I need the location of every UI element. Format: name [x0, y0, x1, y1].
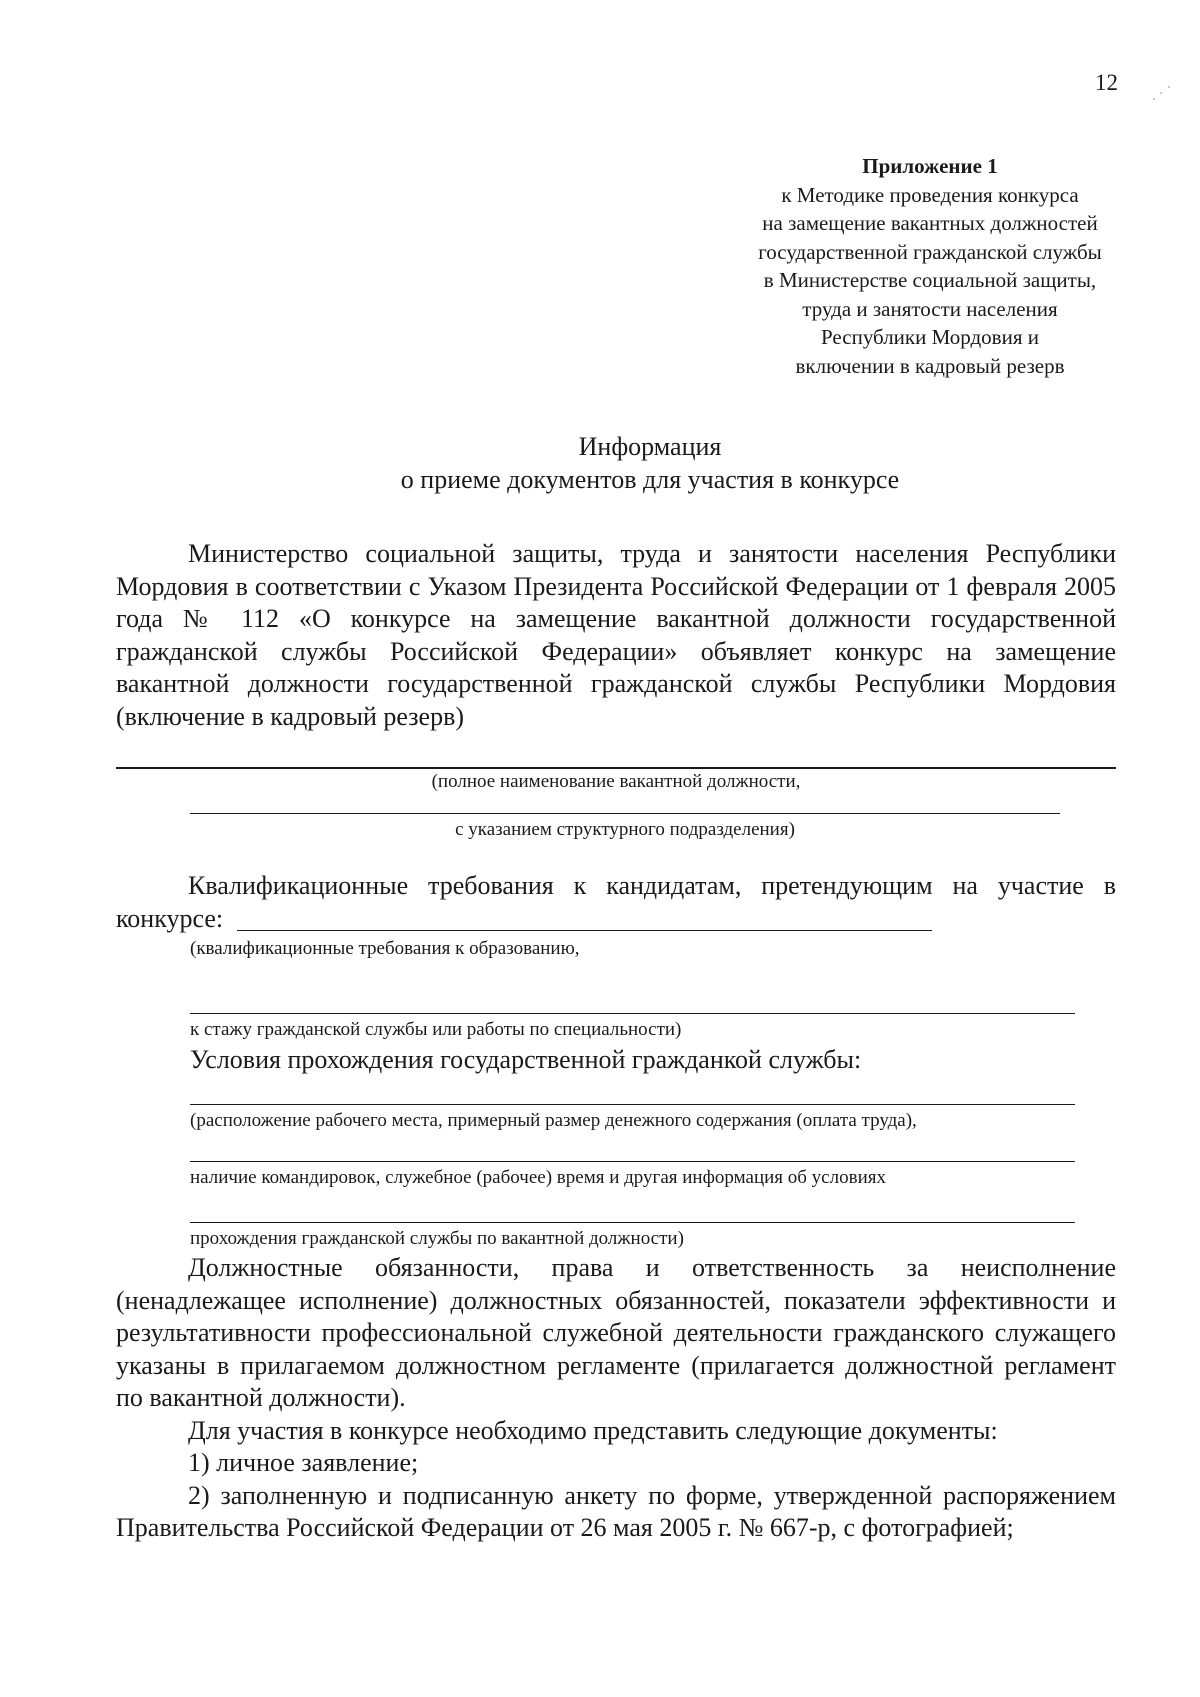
appendix-line: в Министерстве социальной защиты,	[763, 268, 1097, 292]
experience-blank	[190, 1013, 1075, 1014]
appendix-line: государственной гражданской службы	[758, 239, 1102, 264]
appendix-line: на замещение вакантных должностей	[762, 211, 1098, 235]
appendix-line: к Методике проведения конкурса	[781, 182, 1079, 207]
service-blank	[190, 1222, 1075, 1223]
experience-caption: к стажу гражданской службы или работы по специальности)	[190, 1019, 682, 1040]
duties-paragraph: Должностные обязанности, права и ответственность за неисполнение (ненадлежащее исполнение) должностных обязанностей, показатели эффективности и результативности профессиональной служебной деятельности гражданского служащего указаны в прилагаемом должностном регламенте (прилагается должностной регламент по вакантной должности).	[116, 1253, 1116, 1412]
qualification-line1: Квалификационные требования к кандидатам, претендующим на участие в	[188, 871, 1116, 900]
document-item: 2) заполненную и подписанную анкету по форме, утвержденной распоряжением Правительства Российской Федерации от 26 мая 2005 г. № 667-р, с фотографией;	[116, 1480, 1116, 1542]
document-title	[300, 430, 1000, 496]
qualification-blank	[237, 930, 932, 931]
service-caption: прохождения гражданской службы по вакантной должности)	[190, 1228, 684, 1249]
conditions-heading: Условия прохождения государственной гражданкой службы:	[190, 1045, 862, 1074]
scan-speck	[1153, 98, 1155, 100]
appendix-line: труда и занятости населения	[802, 296, 1058, 321]
appendix-block	[700, 152, 1160, 380]
appendix-title: Приложение 1	[862, 154, 998, 178]
scan-speck	[1168, 86, 1170, 88]
document-title-line2: о приеме документов для участия в конкурсе	[400, 465, 900, 494]
appendix-line: Республики Мордовия и	[821, 325, 1039, 349]
workplace-blank	[190, 1104, 1075, 1105]
position-name-caption: (полное наименование вакантной должности,	[431, 771, 801, 792]
business-trips-caption: наличие командировок, служебное (рабочее) время и другая информация об условиях	[190, 1167, 886, 1188]
business-trips-blank	[190, 1161, 1075, 1162]
position-name-blank	[116, 767, 1116, 769]
structural-unit-caption: с указанием структурного подразделения)	[455, 819, 795, 840]
intro-section	[116, 538, 1116, 733]
intro-paragraph: Министерство социальной защиты, труда и занятости населения Республики Мордовия в соответствии с Указом Президента Российской Федерации от 1 февраля 2005 года № 112 «О конкурсе на замещение вакантной должности государственной гражданской службы Российской Федерации» объявляет конкурс на замещение вакантной должности государственной гражданской службы Республики Мордовия (включение в кадровый резерв)	[116, 539, 1116, 731]
document-title-line1: Информация	[578, 432, 722, 461]
structural-unit-blank	[190, 813, 1060, 814]
documents-intro: Для участия в конкурсе необходимо представить следующие документы:	[188, 1415, 998, 1445]
document-item: 1) личное заявление;	[188, 1448, 419, 1477]
duties-section	[116, 1252, 1116, 1545]
qualification-line2: конкурсе:	[116, 904, 224, 933]
education-caption: (квалификационные требования к образованию,	[190, 938, 580, 959]
page-number: 12	[1095, 70, 1118, 95]
scan-speck	[1160, 92, 1162, 94]
appendix-line: включении в кадровый резерв	[795, 353, 1065, 378]
workplace-caption: (расположение рабочего места, примерный размер денежного содержания (оплата труда),	[190, 1110, 917, 1131]
